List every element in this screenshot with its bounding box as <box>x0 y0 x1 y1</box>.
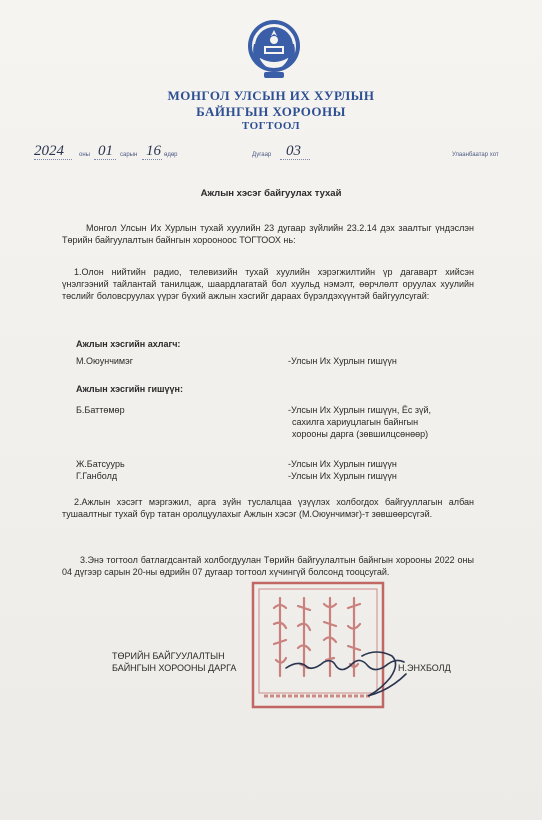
leader-role: -Улсын Их Хурлын гишүүн <box>288 356 397 366</box>
member-role: хорооны дарга (зөвшилцсөнөөр) <box>292 429 429 439</box>
leader-heading: Ажлын хэсгийн ахлагч: <box>76 339 181 349</box>
signatory-name: Н.ЭНХБОЛД <box>398 663 451 673</box>
document-title: Ажлын хэсэг байгуулах тухай <box>200 188 342 199</box>
place: Улаанбаатар хот <box>452 152 499 158</box>
member-role: -Улсын Их Хурлын гишүүн <box>288 459 397 469</box>
document-type: ТОГТООЛ <box>241 120 301 132</box>
date-month-suffix: сарын <box>120 152 138 158</box>
member-role: -Улсын Их Хурлын гишүүн, Ёс зүй, <box>288 405 432 415</box>
item-2: 2.Ажлын хэсэгт мэргэжил, арга зүйн туслалцаа үзүүлэх холбогдох байгууллагын албан тушаалтныг тухай бүр татан оролцуулахыг Ажлын хэсэг (М.Оюунчимэг)-т зөвшөөрсүгэй. <box>62 497 474 519</box>
signatory-title-line1: ТӨРИЙН БАЙГУУЛАЛТЫН <box>112 651 225 661</box>
number-label: Дугаар <box>252 152 272 158</box>
member-name: Г.Ганболд <box>76 471 118 481</box>
member-name: Б.Баттөмөр <box>76 405 125 415</box>
date-day-suffix: өдөр <box>164 152 178 158</box>
signatory-title-line2: БАЙНГЫН ХОРООНЫ ДАРГА <box>112 663 237 673</box>
date-line <box>0 143 542 167</box>
date-day: 16 <box>146 143 161 159</box>
item-3: 3.Энэ тогтоол батлагдсантай холбогдуулан Төрийн байгуулалтын байнгын хорооны 2022 оны 04 дүгээр сарын 20-ны өдрийн 07 дугаар тогтоол хүчингүй болсонд тооцсугай. <box>62 555 474 577</box>
preamble: Монгол Улсын Их Хурлын тухай хуулийн 23 дугаар зүйлийн 23.2.14 дэх заалтыг үндэслэн Төрийн байгуулалтын байнгын хорооноос ТОГТООХ нь: <box>62 223 474 245</box>
org-name-line1: МОНГОЛ УЛСЫН ИХ ХУРЛЫН <box>167 88 375 103</box>
date-month: 01 <box>98 143 113 159</box>
member-role: -Улсын Их Хурлын гишүүн <box>288 471 397 481</box>
date-year-suffix: оны <box>79 152 90 158</box>
item-1: 1.Олон нийтийн радио, телевизийн тухай хуулийн хэрэгжилтийн үр дагаварт хийсэн үнэлгээний тайлантай танилцаж, шаардлагатай бол хуульд нэмэлт, өөрчлөлт оруулах хуулийн төслийг боловсруулах үүрэг бүхий ажлын хэсгийг дараах бүрэлдэхүүнтэй байгуулсугай: <box>62 267 474 301</box>
members-heading: Ажлын хэсгийн гишүүн: <box>76 384 183 394</box>
date-year: 2024 <box>34 143 64 159</box>
leader-name: М.Оюунчимэг <box>76 356 133 366</box>
state-emblem-icon <box>246 16 302 84</box>
org-name-line2: БАЙНГЫН ХОРООНЫ <box>196 104 346 119</box>
member-name: Ж.Батсуурь <box>76 459 125 469</box>
member-role: сахилга хариуцлагын байнгын <box>292 417 419 427</box>
document-number: 03 <box>286 143 301 159</box>
handwritten-signature-icon <box>280 634 420 704</box>
